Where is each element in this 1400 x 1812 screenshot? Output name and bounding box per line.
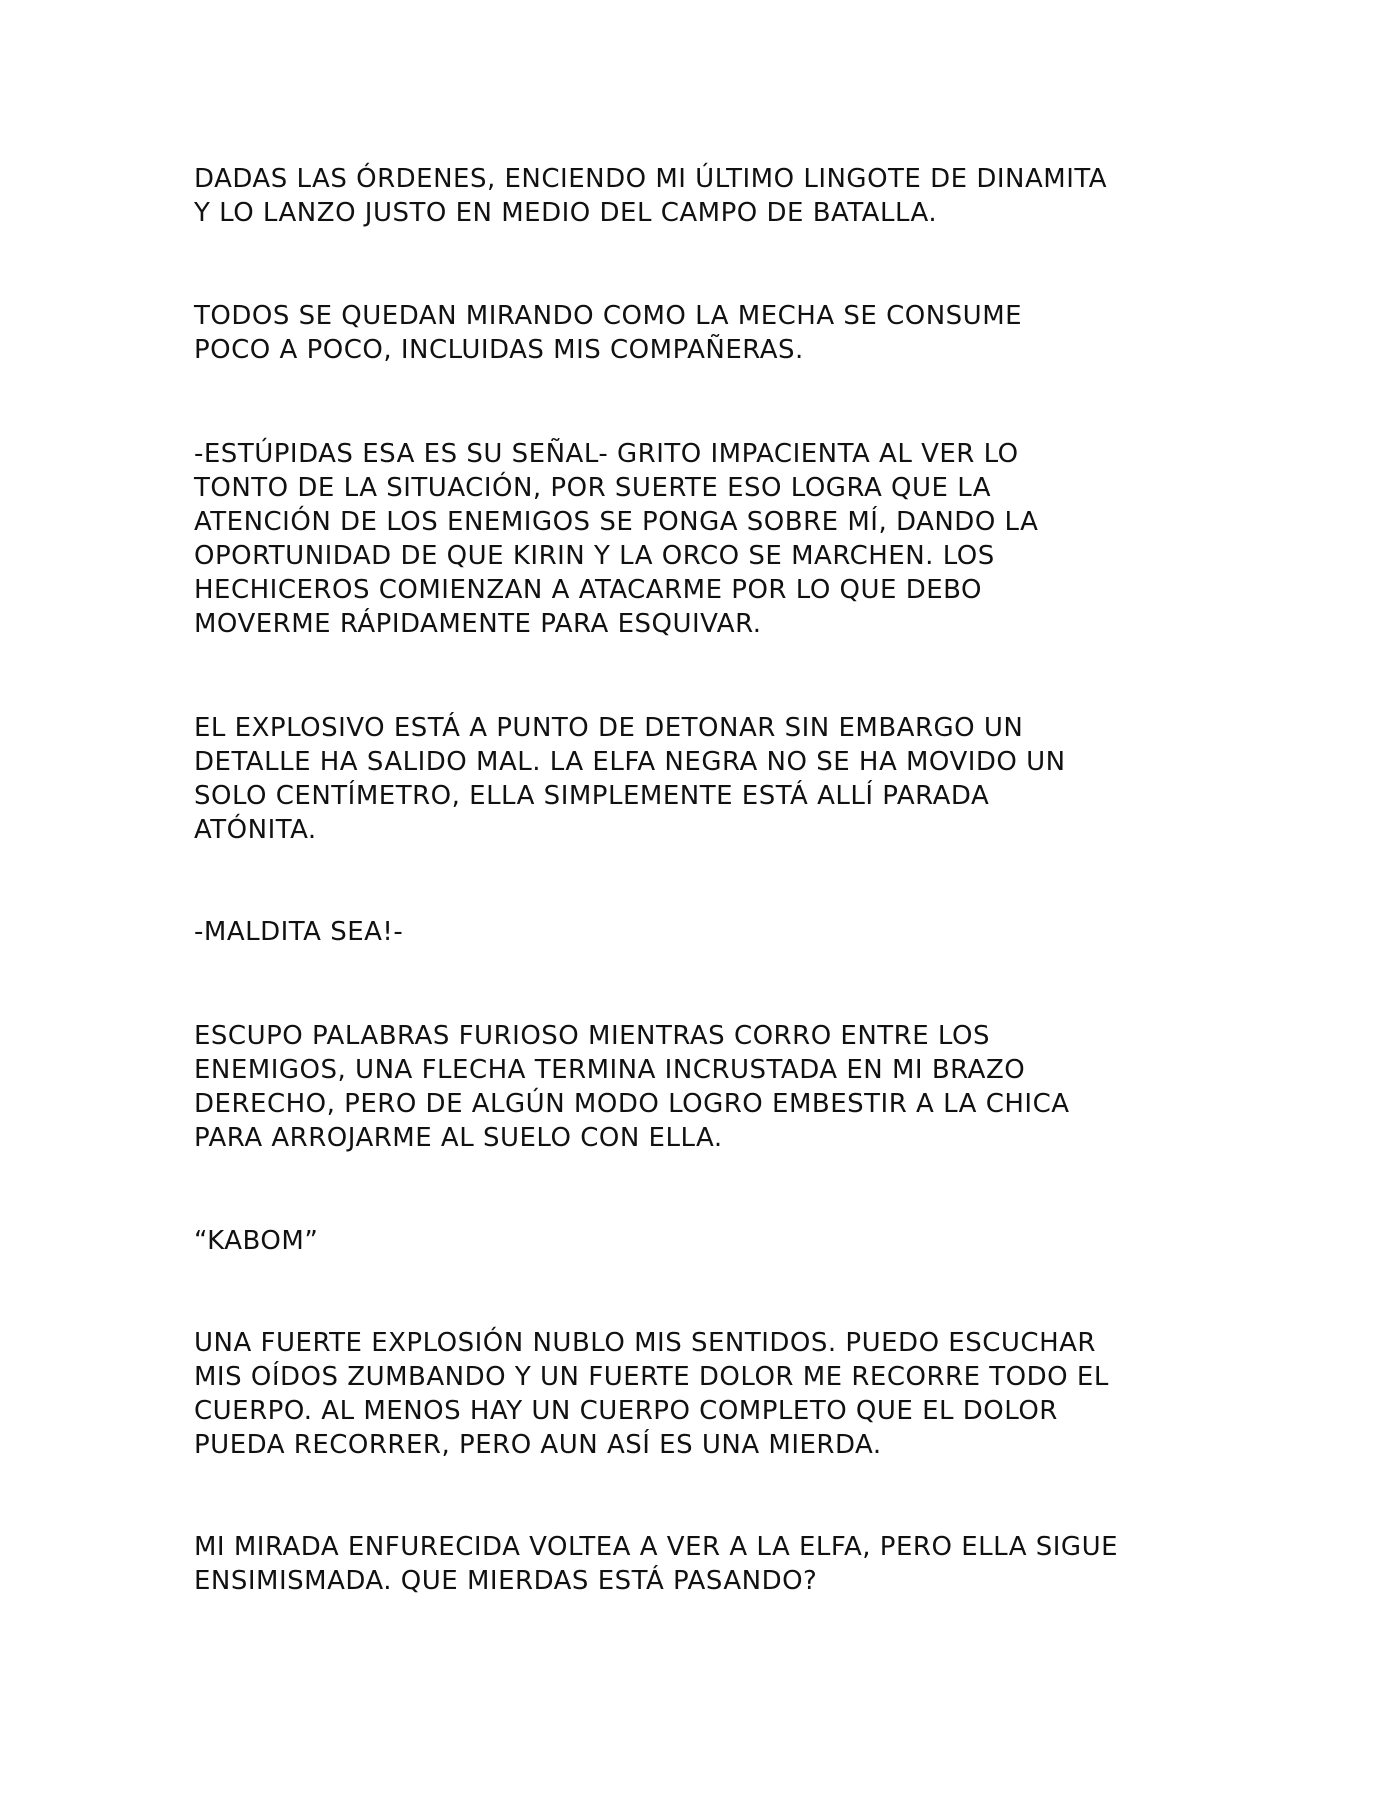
paragraph-arrow-tackle: ESCUPO PALABRAS FURIOSO MIENTRAS CORRO ENTRE LOS ENEMIGOS, UNA FLECHA TERMINA INCRUSTADA EN MI BRAZO DERECHO, PERO DE ALGÚN MODO LOGRO EMBESTIR A LA CHICA PARA ARROJARME AL SUELO CON ELLA. — [194, 1021, 1070, 1153]
paragraph-kabom: “KABOM” — [194, 1226, 319, 1256]
paragraph-dynamite-orders: DADAS LAS ÓRDENES, ENCIENDO MI ÚLTIMO LINGOTE DE DINAMITA Y LO LANZO JUSTO EN MEDIO DEL CAMPO DE BATALLA. — [194, 164, 1108, 228]
paragraph-maldita-sea: -MALDITA SEA!- — [194, 917, 404, 947]
paragraph-angry-gaze: MI MIRADA ENFURECIDA VOLTEA A VER A LA ELFA, PERO ELLA SIGUE ENSIMISMADA. QUE MIERDAS ESTÁ PASANDO? — [194, 1532, 1119, 1596]
paragraph-explosion-pain: UNA FUERTE EXPLOSIÓN NUBLO MIS SENTIDOS. PUEDO ESCUCHAR MIS OÍDOS ZUMBANDO Y UN FUERTE DOLOR ME RECORRE TODO EL CUERPO. AL MENOS HAY UN CUERPO COMPLETO QUE EL DOLOR PUEDA RECORRER, PERO AUN ASÍ ES UNA MIERDA. — [194, 1328, 1109, 1460]
paragraph-signal-shout: -ESTÚPIDAS ESA ES SU SEÑAL- GRITO IMPACIENTA AL VER LO TONTO DE LA SITUACIÓN, POR SUERTE ESO LOGRA QUE LA ATENCIÓN DE LOS ENEMIGOS SE PONGA SOBRE MÍ, DANDO LA OPORTUNIDAD DE QUE KIRIN Y LA ORCO SE MARCHEN. LOS HECHICEROS COMIENZAN A ATACARME POR LO QUE DEBO MOVERME RÁPIDAMENTE PARA ESQUIVAR. — [194, 439, 1039, 639]
paragraph-explosive-detail: EL EXPLOSIVO ESTÁ A PUNTO DE DETONAR SIN EMBARGO UN DETALLE HA SALIDO MAL. LA ELFA NEGRA NO SE HA MOVIDO UN SOLO CENTÍMETRO, ELLA SIMPLEMENTE ESTÁ ALLÍ PARADA ATÓNITA. — [194, 713, 1066, 845]
paragraph-fuse-burning: TODOS SE QUEDAN MIRANDO COMO LA MECHA SE CONSUME POCO A POCO, INCLUIDAS MIS COMPAÑERAS. — [194, 301, 1023, 365]
